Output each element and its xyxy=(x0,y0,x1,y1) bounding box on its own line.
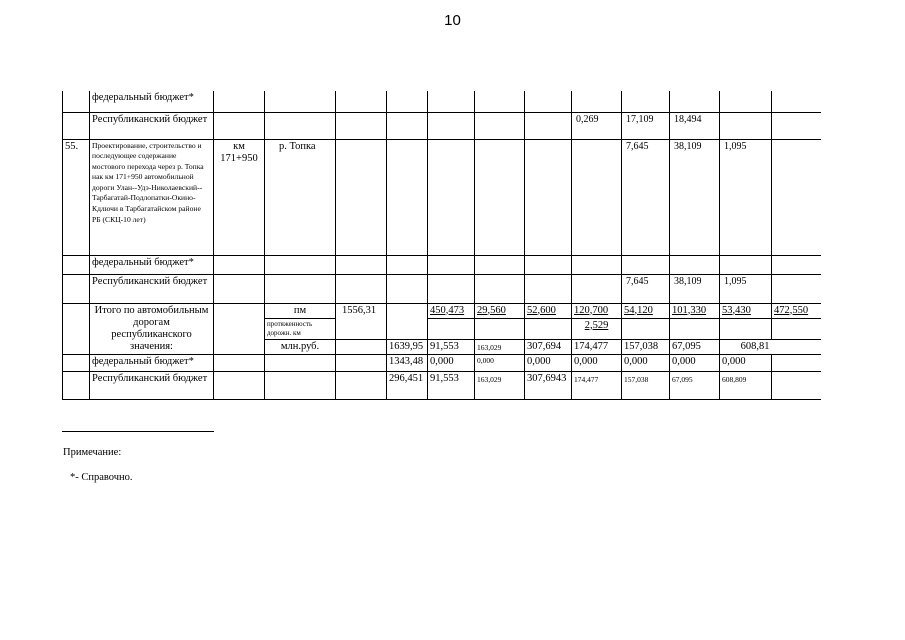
table-row xyxy=(63,139,821,255)
value-cell: 38,109 xyxy=(670,274,720,303)
table-row xyxy=(63,274,821,303)
cell xyxy=(63,91,90,112)
value-cell: 2,529 xyxy=(572,318,622,339)
table-row xyxy=(63,303,821,318)
unit-cell: км 171+950 xyxy=(214,139,265,255)
page-number: 10 xyxy=(444,12,461,29)
unit-money: млн.руб. xyxy=(265,339,336,354)
budget-table xyxy=(62,91,821,400)
value-cell: 296,451 xyxy=(387,371,428,399)
value-cell: 0,000 xyxy=(572,354,622,371)
value-cell: 1343,48 xyxy=(387,354,428,371)
total-pm-cell: 1556,31 xyxy=(336,303,387,339)
value-cell: 0,269 xyxy=(572,112,622,139)
value-cell: 0,000 xyxy=(670,354,720,371)
value-cell: 67,095 xyxy=(670,371,720,399)
value-cell: 53,430 xyxy=(720,303,772,318)
value-cell: 0,000 xyxy=(720,354,772,371)
value-cell: 67,095 xyxy=(670,339,720,354)
value-cell: 101,330 xyxy=(670,303,720,318)
table-row xyxy=(63,112,821,139)
row-label: федеральный бюджет* xyxy=(90,91,214,112)
value-cell: 29,560 xyxy=(475,303,525,318)
note-text: *- Справочно. xyxy=(70,472,133,483)
value-cell: 174,477 xyxy=(572,339,622,354)
value-cell: 163,029 xyxy=(475,339,525,354)
footnote-rule xyxy=(62,431,214,432)
value-cell: 18,494 xyxy=(670,112,720,139)
value-cell: 157,038 xyxy=(622,371,670,399)
value-cell: 91,553 xyxy=(428,371,475,399)
value-cell: 608,81 xyxy=(720,339,772,354)
row-number: 55. xyxy=(63,139,90,255)
value-cell: 163,029 xyxy=(475,371,525,399)
project-description: Проектирование, строительство и последующее содержание мостового перехода через р. Топка нак км 171+950 автомобильной дороги Улан--Удэ-Николаевский--Тарбагатай-Подлопатки-Окино-Кдлючи в Тарбагатайском районе РБ (СКЦ-10 лет) xyxy=(90,139,214,255)
row-label: Республиканский бюджет xyxy=(90,371,214,399)
table-row xyxy=(63,91,821,112)
value-cell: 307,694 xyxy=(525,339,572,354)
row-label: Республиканский бюджет xyxy=(90,112,214,139)
row-label: федеральный бюджет* xyxy=(90,255,214,274)
row-label: Республиканский бюджет xyxy=(90,274,214,303)
value-cell: 54,120 xyxy=(622,303,670,318)
value-cell: 38,109 xyxy=(670,139,720,255)
object-cell: р. Топка xyxy=(265,139,336,255)
value-cell: 120,700 xyxy=(572,303,622,318)
value-cell: 17,109 xyxy=(622,112,670,139)
value-cell: 1639,95 xyxy=(387,339,428,354)
value-cell: 0,000 xyxy=(525,354,572,371)
value-cell: 0,000 xyxy=(475,354,525,371)
note-title: Примечание: xyxy=(63,447,122,458)
value-cell: 7,645 xyxy=(622,139,670,255)
value-cell: 307,6943 xyxy=(525,371,572,399)
value-cell: 91,553 xyxy=(428,339,475,354)
value-cell: 0,000 xyxy=(622,354,670,371)
total-label: Итого по автомобильным дорогам республиканского значения: xyxy=(90,303,214,354)
table-row xyxy=(63,371,821,399)
value-cell: 7,645 xyxy=(622,274,670,303)
row-label: федеральный бюджет* xyxy=(90,354,214,371)
table-row xyxy=(63,255,821,274)
unit-pm: пм xyxy=(265,303,336,318)
value-cell: 472,550 xyxy=(772,303,821,318)
value-cell: 1,095 xyxy=(720,274,772,303)
value-cell: 450,473 xyxy=(428,303,475,318)
value-cell: 1,095 xyxy=(720,139,772,255)
value-cell: 174,477 xyxy=(572,371,622,399)
value-cell: 157,038 xyxy=(622,339,670,354)
value-cell: 0,000 xyxy=(428,354,475,371)
table-row xyxy=(63,354,821,371)
value-cell: 608,809 xyxy=(720,371,772,399)
value-cell: 52,600 xyxy=(525,303,572,318)
unit-length: протяженность дорожн. км xyxy=(265,318,336,339)
